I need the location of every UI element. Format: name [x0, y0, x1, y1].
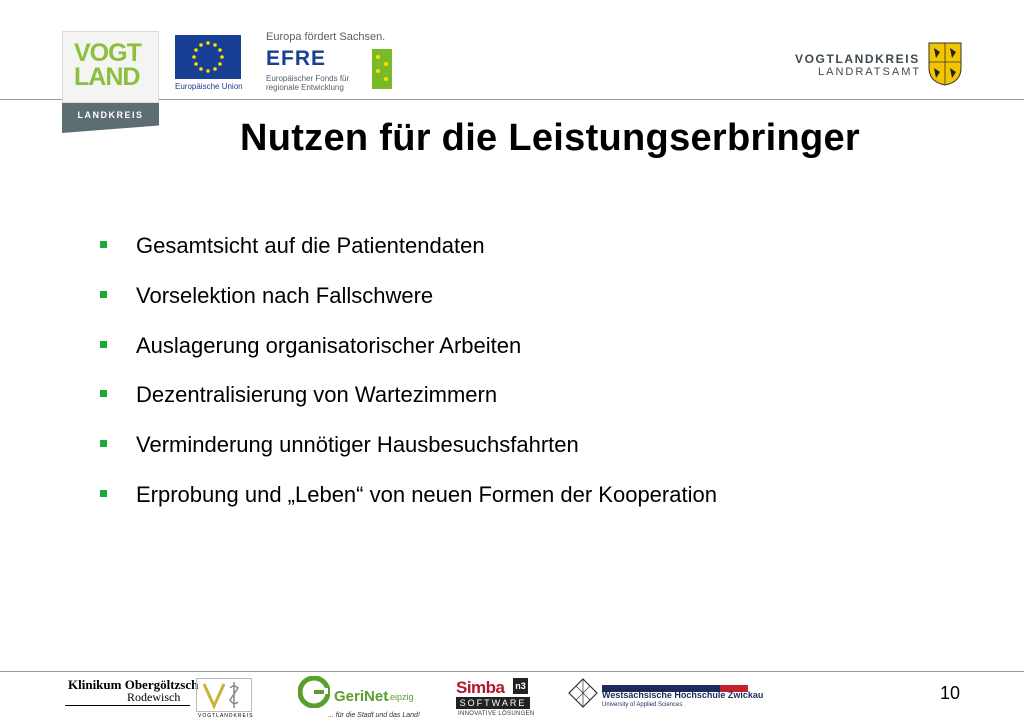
- simba-name: Simba: [456, 678, 505, 697]
- page-number: 10: [940, 683, 961, 703]
- eu-flag-icon: [175, 35, 241, 79]
- bullet-square-icon: [100, 291, 107, 298]
- bullet-list: [100, 232, 980, 531]
- bullet-square-icon: [100, 241, 107, 248]
- vogtlandkreis-emblem-icon: [196, 678, 252, 712]
- klinikum-underline: [65, 705, 190, 706]
- gerinet-name: GeriNet: [334, 688, 389, 705]
- logo-word-land: LAND: [74, 63, 140, 91]
- list-item: Erprobung und „Leben“ von neuen Formen der Kooperation: [100, 481, 980, 531]
- simba-superscript: n3: [513, 678, 528, 694]
- whz-color-bar: [602, 679, 748, 686]
- bullet-square-icon: [100, 341, 107, 348]
- whz-subtitle: University of Applied Sciences: [602, 702, 683, 708]
- efre-headline: Europa fördert Sachsen.: [266, 31, 386, 43]
- efre-subtitle-2: regionale Entwicklung: [266, 83, 344, 92]
- landratsamt-name: VOGTLANDKREIS: [795, 52, 920, 66]
- whz-emblem-icon: [568, 678, 598, 708]
- efre-stars-icon: [372, 49, 392, 89]
- vogtlandkreis-small-label: VOGTLANDKREIS: [198, 713, 254, 719]
- gerinet-g-icon: [298, 676, 330, 708]
- whz-name: Westsächsische Hochschule Zwickau: [602, 690, 764, 700]
- logo-word-vogt: VOGT: [74, 39, 141, 67]
- gerinet-city: Leipzig: [385, 692, 414, 702]
- list-item: Vorselektion nach Fallschwere: [100, 282, 980, 332]
- list-item: Auslagerung organisatorischer Arbeiten: [100, 332, 980, 382]
- bullet-square-icon: [100, 490, 107, 497]
- logo-band-text: LANDKREIS: [77, 110, 144, 120]
- bullet-square-icon: [100, 440, 107, 447]
- coat-of-arms-icon: [928, 42, 962, 86]
- efre-title: EFRE: [266, 47, 327, 70]
- bullet-square-icon: [100, 390, 107, 397]
- footer-divider: [0, 671, 1024, 672]
- klinikum-name: Klinikum Obergöltzsch: [68, 677, 199, 692]
- eu-caption: Europäische Union: [175, 82, 243, 91]
- efre-subtitle-1: Europäischer Fonds für: [266, 74, 350, 83]
- gerinet-slogan: ... für die Stadt und das Land!: [328, 712, 420, 719]
- simba-subtitle: INNOVATIVE LÖSUNGEN: [458, 711, 535, 717]
- klinikum-city: Rodewisch: [127, 690, 181, 704]
- list-item: Dezentralisierung von Wartezimmern: [100, 381, 980, 431]
- landratsamt-sub: LANDRATSAMT: [818, 66, 922, 78]
- simba-software-bar: SOFTWARE: [456, 697, 530, 709]
- slide-title: Nutzen für die Leistungserbringer: [239, 117, 861, 159]
- list-item: Verminderung unnötiger Hausbesuchsfahrten: [100, 431, 980, 481]
- list-item: Gesamtsicht auf die Patientendaten: [100, 232, 980, 282]
